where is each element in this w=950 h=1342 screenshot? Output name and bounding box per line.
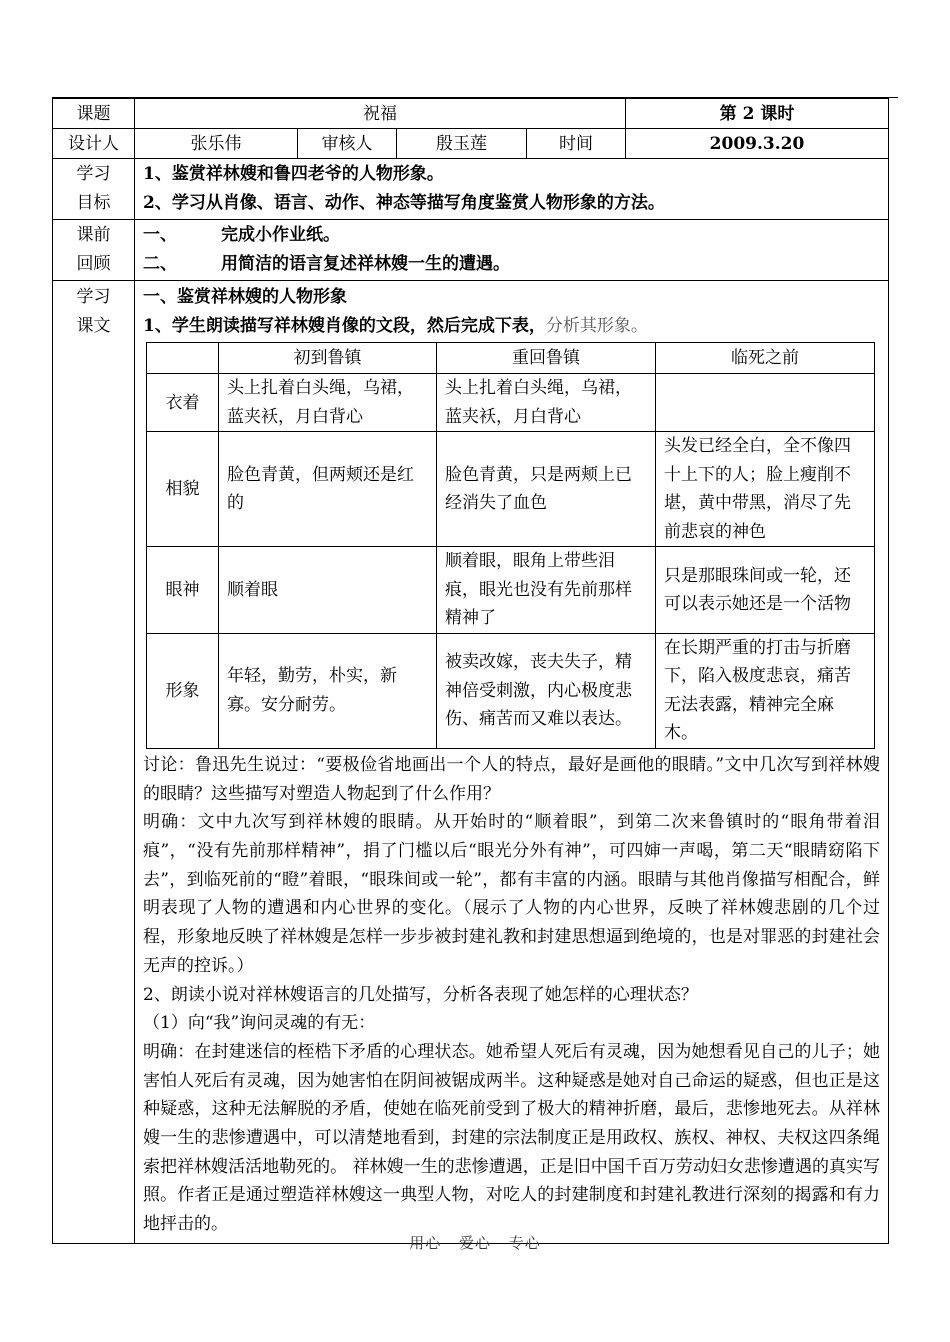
table-cell: 被卖改嫁，丧夫失子，精神倍受刺激，内心极度悲伤、痛苦而又难以表达。 bbox=[437, 633, 656, 748]
answer-1-text: 明确：文中九次写到祥林嫂的眼睛。从开始时的“顺着眼”，到第二次来鲁镇时的“眼角带着泪痕”，“没有先前那样精神”，捐了门槛以后“眼光分外有神”，可四婶一声喝，第二天“眼睛窈陷下去”，到临死前的“瞪”着眼，“眼珠间或一轮”，都有丰富的内涵。眼睛与其他肖像描写相配合，鲜明表现了人物的遭遇和内心世界的变化。（展示了人物的内心世界，反映了祥林嫂悲剧的几个过程，形象地反映了祥林嫂是怎样一步步被封建礼教和封建思想逼到绝境的，也是对罪恶的封建社会无声的控诉。） bbox=[143, 812, 880, 976]
table-cell: 顺着眼，眼角上带些泪痕，眼光也没有先前那样精神了 bbox=[437, 547, 656, 634]
table-cell: 脸色青黄，只是两颊上已经消失了血色 bbox=[437, 432, 656, 547]
review-item bbox=[143, 250, 880, 279]
lesson-content bbox=[135, 281, 889, 1244]
task-1 bbox=[143, 312, 880, 341]
task-1-tail: 分析其形象。 bbox=[545, 315, 648, 336]
table-cell: 脸色青黄，但两颊还是红的 bbox=[219, 432, 437, 547]
header-cell bbox=[147, 343, 219, 374]
task-2: 2、朗读小说对祥林嫂语言的几处描写，分析各表现了她怎样的心理状态？ bbox=[143, 984, 698, 1005]
review-content bbox=[135, 220, 889, 281]
table-cell: 只是那眼珠间或一轮，还可以表示她还是一个活物 bbox=[656, 547, 875, 634]
header-cell: 初到鲁镇 bbox=[219, 343, 437, 374]
portrait-table bbox=[146, 342, 875, 749]
label-time: 时间 bbox=[527, 129, 626, 159]
review-item bbox=[143, 221, 880, 250]
label-topic: 课题 bbox=[53, 99, 135, 129]
lesson-row bbox=[53, 281, 889, 1244]
task-1-text: 1、学生朗读描写祥林嫂肖像的文段，然后完成下表， bbox=[143, 315, 546, 336]
table-cell: 在长期严重的打击与折磨下，陷入极度悲哀，痛苦无法表露，精神完全麻木。 bbox=[656, 633, 875, 748]
lesson-label bbox=[53, 281, 135, 1244]
lesson-date: 2009.3.20 bbox=[626, 129, 889, 159]
footer-item: 专心 bbox=[508, 1234, 541, 1252]
lesson-label-line2: 课文 bbox=[76, 316, 111, 336]
table-cell: 顺着眼 bbox=[219, 547, 437, 634]
table-row bbox=[147, 374, 875, 432]
label-designer: 设计人 bbox=[53, 129, 135, 159]
footer-item: 用心 bbox=[409, 1234, 442, 1252]
section-title: 一、鉴赏祥林嫂的人物形象 bbox=[143, 287, 347, 307]
review-item-text: 用简洁的语言复述祥林嫂一生的遭遇。 bbox=[221, 254, 510, 274]
table-cell: 头上扎着白头绳，乌裙，蓝夹袄，月白背心 bbox=[437, 374, 656, 432]
page-footer bbox=[0, 1232, 950, 1253]
portrait-table-header bbox=[147, 343, 875, 374]
topic-row bbox=[53, 99, 889, 129]
review-item-num: 二、 bbox=[143, 254, 177, 274]
footer-item: 爱心 bbox=[458, 1234, 491, 1252]
label-reviewer: 审核人 bbox=[298, 129, 397, 159]
header-cell: 重回鲁镇 bbox=[437, 343, 656, 374]
goals-label bbox=[53, 159, 135, 220]
review-item-num: 一、 bbox=[143, 225, 177, 245]
task-2-sub: （1）向“我”询问灵魂的有无： bbox=[143, 1013, 376, 1034]
lesson-plan-table bbox=[52, 98, 889, 1244]
header-cell: 临死之前 bbox=[656, 343, 875, 374]
table-cell: 年轻，勤劳，朴实，新寡。安分耐劳。 bbox=[219, 633, 437, 748]
table-row bbox=[147, 633, 875, 748]
row-label: 衣着 bbox=[147, 374, 219, 432]
table-cell: 头上扎着白头绳，乌裙，蓝夹袄，月白背心 bbox=[219, 374, 437, 432]
goals-label-line1: 学习 bbox=[76, 164, 111, 184]
goals-row bbox=[53, 159, 889, 220]
topic-title: 祝福 bbox=[135, 99, 626, 129]
designer-name: 张乐伟 bbox=[135, 129, 298, 159]
answer-2-text: 明确：在封建迷信的桎梏下矛盾的心理状态。她希望人死后有灵魂，因为她想看见自己的儿子；她害怕人死后有灵魂，因为她害怕在阴间被锯成两半。这种疑惑是她对自己命运的疑惑，但也正是这种疑惑，这种无法解脱的矛盾，使她在临死前受到了极大的精神折磨，最后，悲惨地死去。从祥林嫂一生的悲惨遭遇中，可以清楚地看到，封建的宗法制度正是用政权、族权、神权、夫权这四条绳索把祥林嫂活活地勒死的。 祥林嫂一生的悲惨遭遇，正是旧中国千百万劳动妇女悲惨遭遇的真实写照。作者正是通过塑造祥林嫂这一典型人物，对吃人的封建制度和封建礼教进行深刻的揭露和有力地抨击的。 bbox=[143, 1041, 880, 1235]
designer-row bbox=[53, 129, 889, 159]
lesson-period: 第 2 课时 bbox=[626, 99, 889, 129]
goals-content bbox=[135, 159, 889, 220]
goals-label-line2: 目标 bbox=[76, 193, 111, 213]
lesson-label-line1: 学习 bbox=[76, 287, 111, 307]
review-label-line1: 课前 bbox=[76, 225, 111, 245]
goal-item: 1、鉴赏祥林嫂和鲁四老爷的人物形象。 bbox=[143, 164, 444, 184]
table-cell bbox=[656, 374, 875, 432]
row-label: 相貌 bbox=[147, 432, 219, 547]
discussion-text: 讨论：鲁迅先生说过：“要极俭省地画出一个人的特点，最好是画他的眼睛。”文中几次写到祥林嫂的眼睛？这些描写对塑造人物起到了什么作用？ bbox=[143, 754, 880, 804]
table-row bbox=[147, 432, 875, 547]
goal-item: 2、学习从肖像、语言、动作、神态等描写角度鉴赏人物形象的方法。 bbox=[143, 193, 665, 213]
review-label-line2: 回顾 bbox=[76, 254, 111, 274]
table-row bbox=[147, 547, 875, 634]
review-item-text: 完成小作业纸。 bbox=[221, 225, 340, 245]
review-label bbox=[53, 220, 135, 281]
row-label: 形象 bbox=[147, 633, 219, 748]
row-label: 眼神 bbox=[147, 547, 219, 634]
table-cell: 头发已经全白，全不像四十上下的人；脸上瘦削不堪，黄中带黑，消尽了先前悲哀的神色 bbox=[656, 432, 875, 547]
review-row bbox=[53, 220, 889, 281]
reviewer-name: 殷玉莲 bbox=[397, 129, 527, 159]
